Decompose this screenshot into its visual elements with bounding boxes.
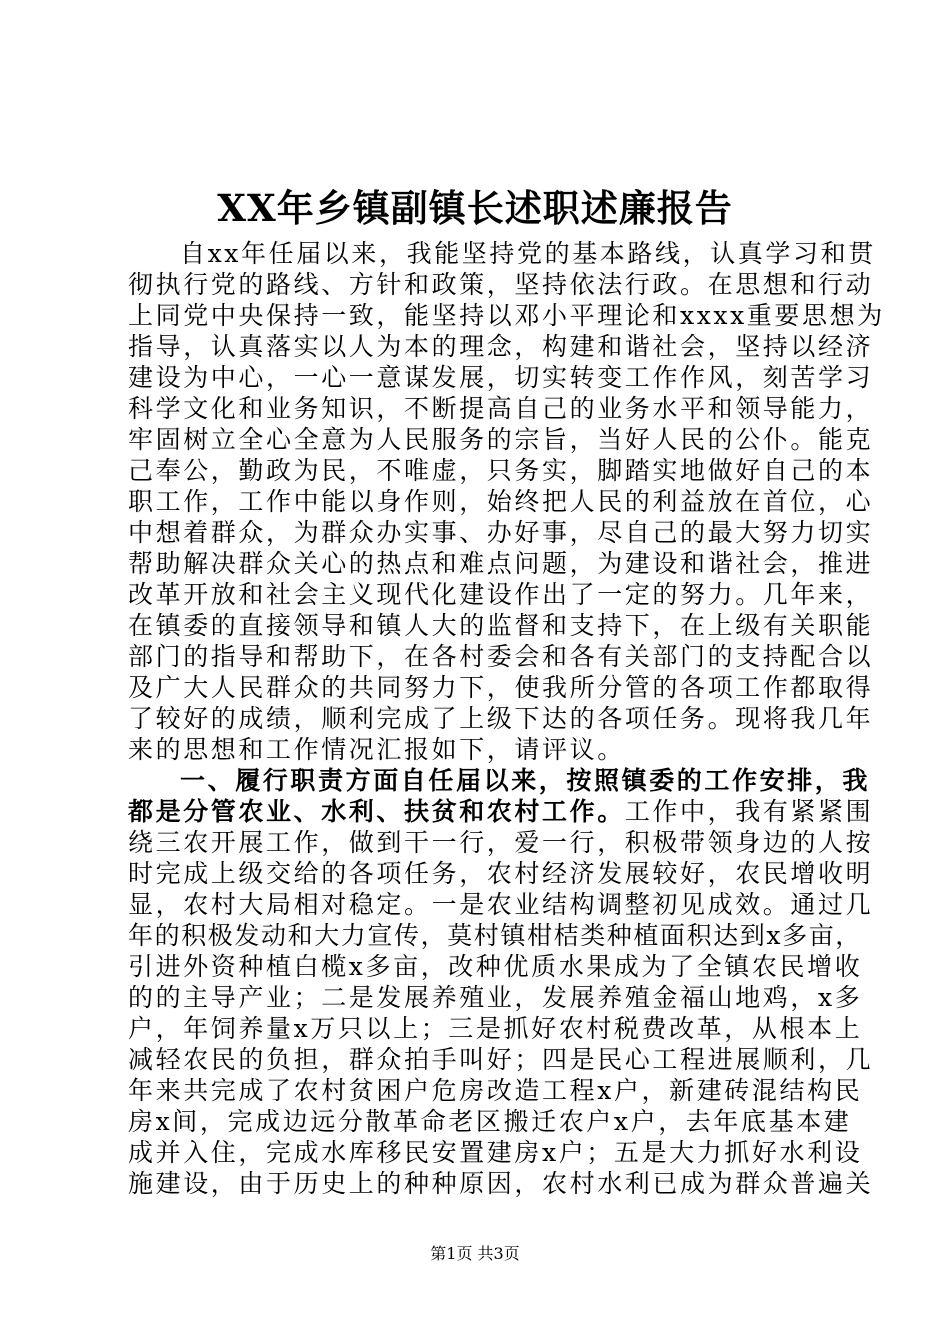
text-line: 年的积极发动和大力宣传，莫村镇柑桔类种植面积达到x多亩， — [128, 921, 862, 950]
text-line: 建设为中心，一心一意谋发展，切实转变工作作风，刻苦学习 — [128, 363, 874, 392]
text-line: 彻执行党的路线、方针和政策，坚持依法行政。在思想和行动 — [128, 270, 874, 299]
paragraph-1 — [128, 238, 885, 765]
text-line: 年来共完成了农村贫困户危房改造工程x户，新建砖混结构民 — [128, 1076, 863, 1105]
text-line: 绕三农开展工作，做到干一行，爱一行，积极带领身边的人按 — [128, 828, 874, 857]
text-line: 及广大人民群众的共同努力下，使我所分管的各项工作都取得 — [128, 673, 874, 702]
text-line: 牢固树立全心全意为人民服务的宗旨，当好人民的公仆。能克 — [128, 425, 874, 454]
text-line: 施建设，由于历史上的种种原因，农村水利已成为群众普遍关 — [128, 1169, 874, 1198]
text-line: 己奉公，勤政为民，不唯虚，只务实，脚踏实地做好自己的本 — [128, 456, 874, 485]
text-line: 中想着群众，为群众办实事、办好事，尽自己的最大努力切实 — [128, 518, 874, 547]
text-span: 工作中，我有紧紧围 — [624, 797, 874, 826]
text-line: 上同党中央保持一致，能坚持以邓小平理论和xxxx重要思想为 — [128, 301, 885, 330]
text-line: 成并入住，完成水库移民安置建房x户；五是大力抓好水利设 — [128, 1138, 863, 1167]
text-line: 户，年饲养量x万只以上；三是抓好农村税费改革，从根本上 — [128, 1014, 863, 1043]
text-line: 自xx年任届以来，我能坚持党的基本路线，认真学习和贯 — [180, 239, 876, 268]
text-line: 职工作，工作中能以身作则，始终把人民的利益放在首位，心 — [128, 487, 874, 516]
paragraph-2 — [128, 765, 874, 1199]
text-line: 在镇委的直接领导和镇人大的监督和支持下，在上级有关职能 — [128, 611, 874, 640]
section-heading-continuation: 都是分管农业、水利、扶贫和农村工作。 — [128, 797, 625, 826]
text-line: 帮助解决群众关心的热点和难点问题，为建设和谐社会，推进 — [128, 549, 874, 578]
text-line: 减轻农民的负担，群众拍手叫好；四是民心工程进展顺利，几 — [128, 1045, 874, 1074]
text-line: 科学文化和业务知识，不断提高自己的业务水平和领导能力， — [128, 394, 874, 423]
text-line — [128, 796, 874, 827]
text-line: 部门的指导和帮助下，在各村委会和各有关部门的支持配合以 — [128, 642, 874, 671]
text-line: 引进外资种植白榄x多亩，改种优质水果成为了全镇农民增收 — [128, 952, 863, 981]
text-line: 指导，认真落实以人为本的理念，构建和谐社会，坚持以经济 — [128, 332, 874, 361]
text-line: 了较好的成绩，顺利完成了上级下达的各项任务。现将我几年 — [128, 704, 874, 733]
text-line: 时完成上级交给的各项任务，农村经济发展较好，农民增收明 — [128, 859, 874, 888]
document-title: XX年乡镇副镇长述职述廉报告 — [217, 186, 733, 230]
document-body — [128, 238, 885, 1199]
text-line: 显，农村大局相对稳定。一是农业结构调整初见成效。通过几 — [128, 890, 874, 919]
text-line: 改革开放和社会主义现代化建设作出了一定的努力。几年来， — [128, 580, 874, 609]
text-line: 来的思想和工作情况汇报如下，请评议。 — [128, 735, 625, 764]
page-number: 第1页 共3页 — [430, 1244, 520, 1263]
text-line: 的的主导产业；二是发展养殖业，发展养殖金福山地鸡，x多 — [128, 983, 863, 1012]
text-line: 房x间，完成边远分散革命老区搬迁农户x户，去年底基本建 — [128, 1107, 852, 1136]
section-heading-line: 一、履行职责方面自任届以来，按照镇委的工作安排，我 — [180, 766, 871, 795]
